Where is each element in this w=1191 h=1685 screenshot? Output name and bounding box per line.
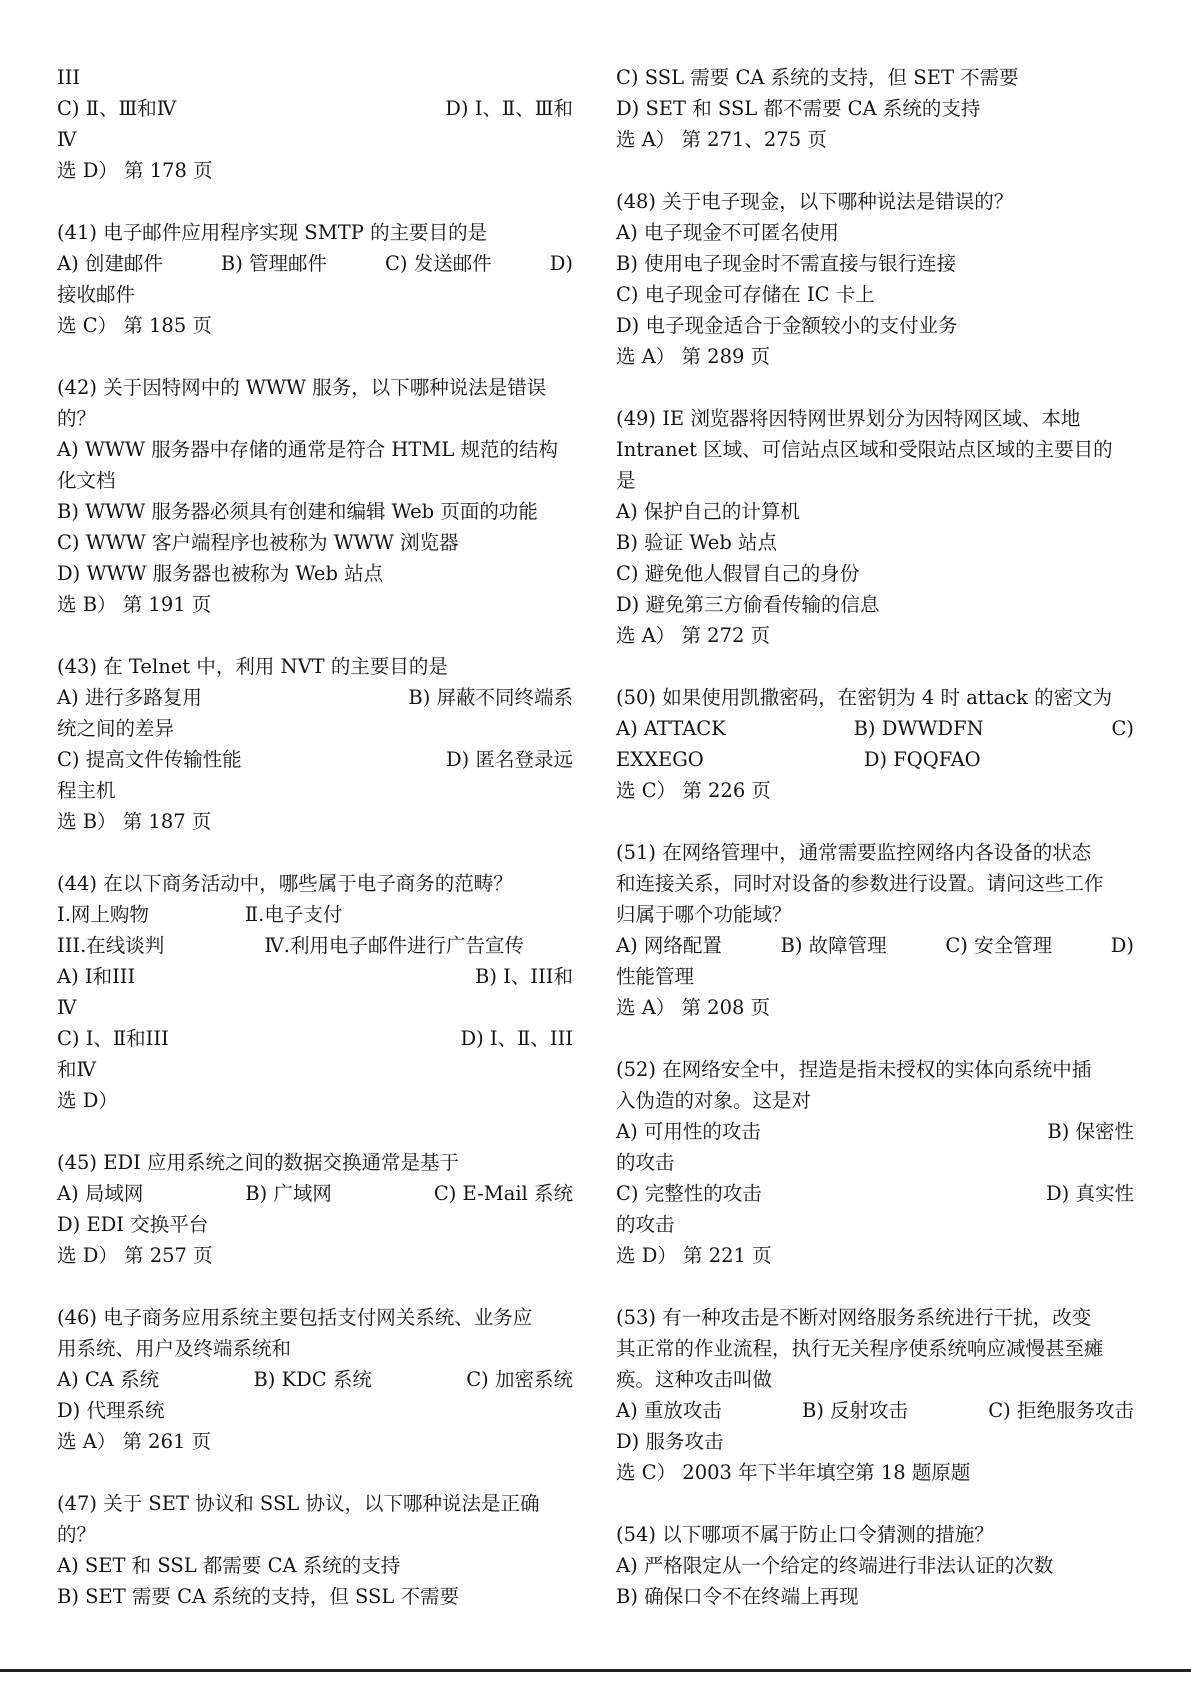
- text-segment: 选 C） 2003 年下半年填空第 18 题原题: [616, 1461, 971, 1484]
- text-segment: (48) 关于电子现金，以下哪种说法是错误的？: [616, 190, 1014, 213]
- text-segment: 选 A） 第 208 页: [616, 996, 771, 1019]
- text-line: [616, 434, 1134, 465]
- text-segment: III: [57, 66, 81, 89]
- text-line: [57, 372, 573, 403]
- text-segment: 的攻击: [616, 1151, 675, 1174]
- text-line: [616, 899, 1134, 930]
- text-line: [57, 1085, 573, 1116]
- text-line: [57, 992, 573, 1023]
- text-segment: 归属于哪个功能域？: [616, 903, 792, 926]
- text-segment: (54) 以下哪项不属于防止口令猜测的措施？: [616, 1523, 994, 1546]
- text-line: [57, 434, 573, 465]
- text-line: [616, 1302, 1134, 1333]
- text-segment: (47) 关于 SET 协议和 SSL 协议，以下哪种说法是正确: [57, 1492, 540, 1515]
- text-line: [57, 496, 573, 527]
- text-segment: C) 加密系统: [466, 1368, 573, 1391]
- text-segment: 选 A） 第 271、275 页: [616, 128, 827, 151]
- text-line: [57, 558, 573, 589]
- text-line: [616, 930, 1134, 961]
- text-line: [57, 930, 573, 961]
- text-segment: 痪。这种攻击叫做: [616, 1368, 773, 1391]
- paragraph-gap: [616, 1488, 1134, 1519]
- text-line: [616, 310, 1134, 341]
- text-segment: A) 进行多路复用: [57, 686, 202, 709]
- text-line: [616, 1395, 1134, 1426]
- text-segment: 其正常的作业流程，执行无关程序使系统响应减慢甚至瘫: [616, 1337, 1104, 1360]
- text-line: [57, 1364, 573, 1395]
- text-segment: 选 D）: [57, 1089, 118, 1112]
- text-segment: D) 匿名登录远: [446, 748, 573, 771]
- text-segment: C) 安全管理: [945, 934, 1053, 957]
- text-segment: D) FQQFAO: [863, 748, 981, 771]
- text-line: [57, 775, 573, 806]
- text-segment: C) E-Mail 系统: [433, 1182, 573, 1205]
- text-segment: 和Ⅳ: [57, 1058, 96, 1081]
- left-column: [57, 62, 573, 1612]
- text-line: [616, 1178, 1134, 1209]
- text-segment: (50) 如果使用凯撒密码，在密钥为 4 时 attack 的密文为: [616, 686, 1113, 709]
- paragraph-gap: [57, 837, 573, 868]
- text-line: [57, 1178, 573, 1209]
- text-segment: 的？: [57, 407, 97, 430]
- paragraph-gap: [616, 155, 1134, 186]
- text-line: [57, 682, 573, 713]
- text-segment: C) WWW 客户端程序也被称为 WWW 浏览器: [57, 531, 459, 554]
- text-segment: B) KDC 系统: [253, 1368, 372, 1391]
- text-segment: (52) 在网络安全中，捏造是指未授权的实体向系统中插: [616, 1058, 1092, 1081]
- text-segment: D) EDI 交换平台: [57, 1213, 209, 1236]
- text-line: [57, 62, 573, 93]
- text-segment: A) 电子现金不可匿名使用: [616, 221, 839, 244]
- text-line: [616, 403, 1134, 434]
- text-segment: D) 服务攻击: [616, 1430, 724, 1453]
- text-segment: C): [1111, 717, 1134, 740]
- text-segment: B) 使用电子现金时不需直接与银行连接: [616, 252, 957, 275]
- text-segment: D) 代理系统: [57, 1399, 165, 1422]
- paragraph-gap: [57, 620, 573, 651]
- text-segment: A) CA 系统: [57, 1368, 160, 1391]
- text-segment: B) 验证 Web 站点: [616, 531, 778, 554]
- text-line: [57, 93, 573, 124]
- text-line: [616, 217, 1134, 248]
- text-line: [616, 620, 1134, 651]
- text-line: [616, 93, 1134, 124]
- text-segment: (46) 电子商务应用系统主要包括支付网关系统、业务应: [57, 1306, 533, 1329]
- text-line: [57, 1426, 573, 1457]
- text-line: [616, 1116, 1134, 1147]
- text-line: [616, 341, 1134, 372]
- text-segment: (44) 在以下商务活动中，哪些属于电子商务的范畴？: [57, 872, 513, 895]
- text-segment: 选 C） 第 185 页: [57, 314, 212, 337]
- text-segment: 选 B） 第 187 页: [57, 810, 212, 833]
- text-line: [57, 279, 573, 310]
- text-segment: D) Ⅰ、Ⅱ、III: [460, 1027, 573, 1050]
- text-line: [616, 961, 1134, 992]
- text-segment: (42) 关于因特网中的 WWW 服务，以下哪种说法是错误: [57, 376, 547, 399]
- text-segment: A) 网络配置: [616, 934, 722, 957]
- text-segment: EXXEGO: [616, 748, 704, 771]
- text-segment: 的攻击: [616, 1213, 675, 1236]
- text-segment: C) Ⅰ、Ⅱ和III: [57, 1027, 169, 1050]
- text-segment: Ⅱ.电子支付: [244, 903, 343, 926]
- text-line: [57, 589, 573, 620]
- text-segment: 接收邮件: [57, 283, 136, 306]
- text-line: [57, 124, 573, 155]
- text-segment: C) 完整性的攻击: [616, 1182, 762, 1205]
- text-segment: C) Ⅱ、Ⅲ和Ⅳ: [57, 97, 177, 120]
- text-segment: 性能管理: [616, 965, 695, 988]
- text-line: [616, 1240, 1134, 1271]
- text-segment: III.在线谈判: [57, 934, 165, 957]
- text-segment: B) 确保口令不在终端上再现: [616, 1585, 859, 1608]
- text-segment: 选 A） 第 261 页: [57, 1430, 212, 1453]
- text-segment: 用系统、用户及终端系统和: [57, 1337, 292, 1360]
- text-line: [616, 248, 1134, 279]
- text-line: [616, 1550, 1134, 1581]
- text-line: [57, 1519, 573, 1550]
- text-segment: 选 A） 第 272 页: [616, 624, 771, 647]
- text-segment: A) WWW 服务器中存储的通常是符合 HTML 规范的结构: [57, 438, 559, 461]
- text-line: [616, 558, 1134, 589]
- text-line: [57, 899, 573, 930]
- text-line: [616, 1085, 1134, 1116]
- text-line: [616, 496, 1134, 527]
- text-segment: B) 故障管理: [780, 934, 887, 957]
- text-line: [57, 651, 573, 682]
- text-segment: B) 管理邮件: [220, 252, 328, 275]
- text-segment: A) 局域网: [57, 1182, 144, 1205]
- text-segment: Ⅳ: [57, 996, 77, 1019]
- text-line: [616, 837, 1134, 868]
- text-segment: C) 拒绝服务攻击: [988, 1399, 1134, 1422]
- text-segment: B) SET 需要 CA 系统的支持，但 SSL 不需要: [57, 1585, 460, 1608]
- text-segment: A) SET 和 SSL 都需要 CA 系统的支持: [57, 1554, 401, 1577]
- text-line: [616, 1364, 1134, 1395]
- text-segment: 入伪造的对象。这是对: [616, 1089, 812, 1112]
- text-segment: B) 反射攻击: [802, 1399, 909, 1422]
- text-line: [57, 1302, 573, 1333]
- text-segment: 选 A） 第 289 页: [616, 345, 771, 368]
- text-line: [616, 992, 1134, 1023]
- text-segment: Ⅳ.利用电子邮件进行广告宣传: [264, 934, 524, 957]
- paragraph-gap: [616, 651, 1134, 682]
- text-line: [57, 1240, 573, 1271]
- text-line: [616, 744, 1134, 775]
- text-segment: B) DWWDFN: [853, 717, 984, 740]
- text-line: [57, 1333, 573, 1364]
- paragraph-gap: [616, 1271, 1134, 1302]
- text-segment: Intranet 区域、可信站点区域和受限站点区域的主要目的: [616, 438, 1113, 461]
- text-segment: 选 D） 第 257 页: [57, 1244, 213, 1267]
- text-segment: B) WWW 服务器必须具有创建和编辑 Web 页面的功能: [57, 500, 538, 523]
- text-line: [616, 775, 1134, 806]
- text-line: [616, 1333, 1134, 1364]
- text-line: [57, 155, 573, 186]
- text-segment: A) ATTACK: [616, 717, 726, 740]
- text-line: [616, 1457, 1134, 1488]
- text-line: [57, 527, 573, 558]
- text-line: [57, 1550, 573, 1581]
- text-line: [57, 465, 573, 496]
- text-segment: D) SET 和 SSL 都不需要 CA 系统的支持: [616, 97, 981, 120]
- text-line: [57, 1054, 573, 1085]
- text-segment: D) 避免第三方偷看传输的信息: [616, 593, 880, 616]
- text-segment: C) 提高文件传输性能: [57, 748, 242, 771]
- text-line: [57, 248, 573, 279]
- text-segment: D): [549, 252, 573, 275]
- text-line: [616, 1581, 1134, 1612]
- text-segment: D) WWW 服务器也被称为 Web 站点: [57, 562, 384, 585]
- text-segment: B) 屏蔽不同终端系: [408, 686, 573, 709]
- text-line: [616, 589, 1134, 620]
- text-line: [616, 186, 1134, 217]
- paragraph-gap: [57, 186, 573, 217]
- paragraph-gap: [616, 806, 1134, 837]
- text-line: [616, 1054, 1134, 1085]
- text-line: [57, 1488, 573, 1519]
- text-line: [616, 682, 1134, 713]
- text-segment: C) SSL 需要 CA 系统的支持，但 SET 不需要: [616, 66, 1019, 89]
- text-segment: (41) 电子邮件应用程序实现 SMTP 的主要目的是: [57, 221, 488, 244]
- text-segment: B) 保密性: [1047, 1120, 1134, 1143]
- text-line: [616, 1519, 1134, 1550]
- text-segment: 程主机: [57, 779, 116, 802]
- paragraph-gap: [616, 1023, 1134, 1054]
- text-line: [57, 1395, 573, 1426]
- text-segment: 选 C） 第 226 页: [616, 779, 771, 802]
- text-line: [616, 1209, 1134, 1240]
- text-segment: (43) 在 Telnet 中，利用 NVT 的主要目的是: [57, 655, 448, 678]
- text-line: [616, 279, 1134, 310]
- text-line: [616, 713, 1134, 744]
- text-segment: A) Ⅰ和III: [57, 965, 136, 988]
- text-segment: Ⅳ: [57, 128, 77, 151]
- text-segment: Ⅰ.网上购物: [57, 903, 149, 926]
- text-segment: 化文档: [57, 469, 116, 492]
- text-line: [57, 1209, 573, 1240]
- text-segment: D) 真实性: [1046, 1182, 1134, 1205]
- text-segment: 选 D） 第 221 页: [616, 1244, 772, 1267]
- text-line: [616, 1147, 1134, 1178]
- text-segment: D): [1110, 934, 1134, 957]
- paragraph-gap: [57, 1457, 573, 1488]
- text-segment: 选 B） 第 191 页: [57, 593, 212, 616]
- text-segment: A) 可用性的攻击: [616, 1120, 761, 1143]
- text-segment: C) 避免他人假冒自己的身份: [616, 562, 860, 585]
- text-line: [616, 868, 1134, 899]
- text-segment: B) Ⅰ、III和: [475, 965, 573, 988]
- text-line: [57, 713, 573, 744]
- text-segment: 统之间的差异: [57, 717, 175, 740]
- text-line: [57, 217, 573, 248]
- text-line: [57, 1147, 573, 1178]
- text-segment: 和连接关系，同时对设备的参数进行设置。请问这些工作: [616, 872, 1104, 895]
- text-line: [57, 961, 573, 992]
- text-line: [57, 1023, 573, 1054]
- text-line: [616, 62, 1134, 93]
- text-line: [616, 465, 1134, 496]
- text-segment: (45) EDI 应用系统之间的数据交换通常是基于: [57, 1151, 459, 1174]
- text-segment: 是: [616, 469, 636, 492]
- text-segment: A) 保护自己的计算机: [616, 500, 800, 523]
- right-column: [616, 62, 1134, 1612]
- text-line: [57, 868, 573, 899]
- text-line: [57, 403, 573, 434]
- text-segment: 选 D） 第 178 页: [57, 159, 213, 182]
- text-line: [616, 1426, 1134, 1457]
- text-line: [57, 310, 573, 341]
- text-segment: (53) 有一种攻击是不断对网络服务系统进行干扰，改变: [616, 1306, 1092, 1329]
- text-segment: D) 电子现金适合于金额较小的支付业务: [616, 314, 958, 337]
- text-line: [57, 1581, 573, 1612]
- paragraph-gap: [57, 341, 573, 372]
- text-segment: (51) 在网络管理中，通常需要监控网络内各设备的状态: [616, 841, 1092, 864]
- text-segment: D) Ⅰ、Ⅱ、Ⅲ和: [445, 97, 573, 120]
- text-line: [57, 744, 573, 775]
- text-segment: A) 严格限定从一个给定的终端进行非法认证的次数: [616, 1554, 1054, 1577]
- text-segment: C) 电子现金可存储在 IC 卡上: [616, 283, 875, 306]
- text-segment: 的？: [57, 1523, 97, 1546]
- text-segment: B) 广域网: [245, 1182, 332, 1205]
- page-bottom-rule: [0, 1669, 1191, 1672]
- paragraph-gap: [57, 1116, 573, 1147]
- text-segment: C) 发送邮件: [385, 252, 492, 275]
- paragraph-gap: [616, 372, 1134, 403]
- text-line: [616, 527, 1134, 558]
- text-segment: A) 重放攻击: [616, 1399, 722, 1422]
- paragraph-gap: [57, 1271, 573, 1302]
- text-line: [57, 806, 573, 837]
- text-line: [616, 124, 1134, 155]
- text-segment: A) 创建邮件: [57, 252, 163, 275]
- text-segment: (49) IE 浏览器将因特网世界划分为因特网区域、本地: [616, 407, 1081, 430]
